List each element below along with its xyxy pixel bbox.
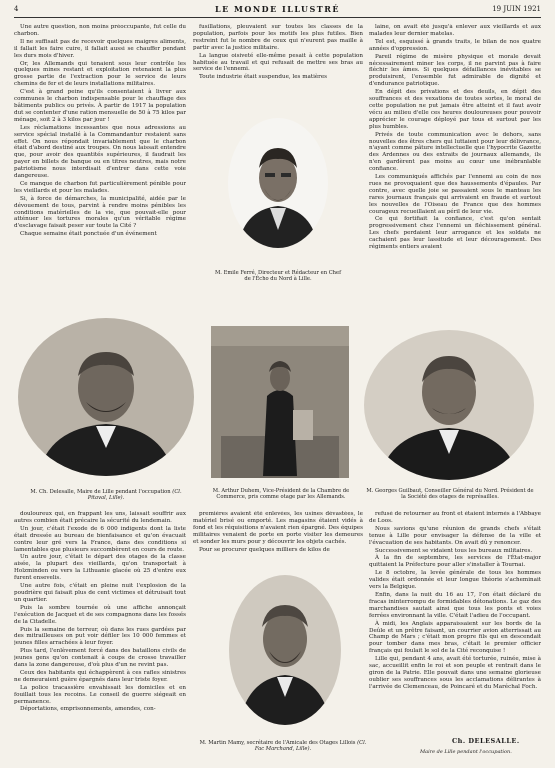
paragraph: Un jour, c'était l'exode de 6 000 indigents dont la liste était dressée au bureau de bienfaisance et qu'on évacuait contre leur gré vers la France, dans des conditions si lamentables que plusieurs succombèrent en cours de route. [14,525,186,553]
portrait-duhem-image [211,326,349,478]
paragraph: Les réclamations incessantes que nous adressions au service spécial installé à la Commandantur restaient sans effet. On nous répondait invariablement que le charbon était d'abord destiné aux troupes. On nous laissait entendre que, pour avoir des quantités supérieures, il faudrait les payer en billets de banque ou en titres neutres, mais notre patriotisme nous interdisait d'entrer dans cette voie dangereuse. [14,124,186,180]
paragraph: Toute industrie était suspendue, les matières [199,74,328,81]
author-signature: Ch. DELESALLE. [452,737,520,745]
portrait-guilbaut [364,330,534,480]
paragraph: Les communiqués affichés par l'ennemi au coin de nos rues ne provoquaient que des haussements d'épaules. Par contre, avec quelle joie se passaient sous le manteau les rares journaux français qui arrivaient en fraude et surtout les nouvelles de l'Oiseau de France que des hommes courageux recueillaient au péril de leur vie. [369,174,541,215]
page-header [14,5,541,17]
paragraph: Puis la semaine de terreur, où dans les rues gardées par des mitrailleuses on put voir défiler les 10 000 femmes et jeunes filles arrachées à leur foyer. [14,626,186,647]
paragraph: Pour se procurer quelques milliers de kilos de [199,546,330,553]
paragraph: Une autre fois, c'était en pleine nuit l'explosion de la poudrière qui faisait plus de cent victimes et détruisait tout un quartier. [14,583,186,603]
paragraph: laine, on avait été jusqu'à enlever aux vieillards et aux malades leur dernier matelas. [369,24,541,37]
portrait-ferre-image [228,118,328,248]
paragraph: Tel est, esquissé à grands traits, le bilan de nos quatre années d'oppression. [369,38,541,52]
portrait-ferre [228,118,328,248]
column-3-top [369,24,541,314]
paragraph: La langue oisiveté elle-même pesait à cette population habituée au travail et qui refusait de mettre ses bras au service de l'ennemi. [193,52,363,73]
portrait-guilbaut-image [364,330,534,480]
paragraph: Successivement se vidaient tous les bureaux militaires. [375,547,533,554]
portrait-mamy-image [229,575,341,725]
paragraph: Lille qui, pendant 4 ans, avait été torturée, ruinée, mise à sac, accueillit enfin le roi et son peuple et rentrait dans le giron de la Patrie. Elle pouvait dans une semaine glorieuse oublier ses souffrances sous les acclamations délirantes à l'arrivée de Clemenceau, de Poincaré et du Maréchal Foch. [369,656,541,690]
paragraph: La police tracassière envahissait les domiciles et en fouillait tous les recoins. Le conseil de guerre siégeait en permanence. [14,684,186,705]
column-2-top [193,24,363,106]
caption-mamy-text: M. Martin Mamy, secrétaire de l'Amicale des Otages Lillois [199,740,356,746]
paragraph: Le 8 octobre, la levée générale de tous les hommes valides était ordonnée et leur longue théorie s'acheminait vers la Belgique. [369,570,541,591]
paragraph: premières avaient été enlevées, les usines dévastées, le matériel brisé ou emporté. Les magasins étaient vidés à fond et les réquisitions n'avaient rien épargné. Des équipes militaires venaient de porte en porte visiter les demeures et sonder les murs pour y découvrir les objets cachés. [193,511,363,545]
paragraph: À la fin de septembre, les services de l'État-major quittaient la Préfecture pour aller s'installer à Tournai. [369,555,541,569]
column-3-bottom [369,511,541,733]
paragraph: En dépit des privations et des deuils, en dépit des souffrances et des vexations de toutes sortes, le moral de cette population ne put jamais être atteint et il faut avoir vécu au milieu d'elle ces heures douloureuses pour pouvoir apprécier le courage déployé par tous et surtout par les plus humbles. [369,89,541,130]
paragraph: Chaque semaine était ponctuée d'un événement [20,231,157,238]
column-1-bottom [14,511,186,761]
paragraph: À midi, les Anglais apparaissaient sur les bords de la Deûle et un prêtre faisant, un courrier avion atterrissait au Champ de Mars ; c'était mon propre fils qui en descendait pour tomber dans mes bras, c'était le premier officier français qui foulait le sol de la Cité reconquise ! [369,620,541,655]
header-rule [14,17,541,18]
column-1-top [14,24,186,314]
caption-delesalle-credit: (Cl. Pitaval, Lille). [87,489,182,502]
paragraph: douloureux qui, en frappant les uns, laissait souffrir aux autres combien était précaire la sécurité du lendemain. [14,511,186,524]
caption-duhem: M. Arthur Duhem, Vice-Président de la Chambre de Commerce, pris comme otage par les Allemands. [212,488,350,501]
paragraph: C'est à grand peine qu'ils consentaient à livrer aux communes le charbon indispensable pour le chauffage des bâtiments publics ou privés. À partir de 1917 la population dut se contenter d'une ration mensuelle de 50 à 75 kilos par ménage, soit 2 à 3 kilos par jour ! [14,89,186,123]
caption-ferre: M. Emile Ferré, Directeur et Rédacteur en Chef de l'Écho du Nord à Lille. [214,270,342,283]
author-title: Maire de Lille pendant l'occupation. [420,749,512,755]
caption-mamy-credit: (Cl. Fac Marchand, Lille). [254,740,367,753]
paragraph: Enfin, dans la nuit du 16 au 17, l'on était déclaré du fracas ininterrompu de formidables détonations. Le gaz des marchandises sautait ainsi que tous les ponts et voies ferrées environnant la ville. C'était l'adieu de l'occupant. [369,591,541,619]
paragraph: Ce manque de charbon fut particulièrement pénible pour les vieillards et pour les malades. [14,180,186,194]
paragraph: Ceux des habitants qui échappèrent à ces rafles sinistres ne demeuraient guère épargnés dans leur triste foyer. [14,669,186,683]
paragraph: Pareil régime de misère physique et morale devait nécessairement miner les corps, il ne parvint pas à faire fléchir les âmes. Si quelques défaillances inévitables se produisirent, l'ensemble fut admirable de dignité et d'endurance patriotique. [369,53,541,88]
paragraph: Privés de toute communication avec le dehors, sans nouvelles des êtres chers qui luttaient pour leur délivrance, n'ayant comme pâture intellectuelle que l'hypocrite Gazette des Ardennes ou des extraits de journaux allemands, ils n'en gardèrent pas moins au cœur une inébranlable confiance. [369,131,541,173]
paragraph: Il ne suffisait pas de recevoir quelques maigres aliments, il fallait les faire cuire, il fallait aussi se chauffer pendant les durs mois d'hiver. [14,38,186,59]
paragraph: Déportations, emprisonnements, amendes, con- [20,706,156,713]
portrait-delesalle [18,318,194,476]
paragraph: Plus tard, l'enlèvement forcé dans des bataillons civils de jeunes gens qu'on contenait à coups de crosse travailler dans la zone dangereuse, d'où plus d'un ne revint pas. [14,648,186,669]
paragraph: Nous savions qu'une réunion de grands chefs s'était tenue à Lille pour envisager la défense de la ville et l'évacuation de ses habitants. On avait dû y renoncer. [369,525,541,546]
caption-mamy [198,740,368,753]
paragraph: Puis la sombre tournée où une affiche annonçait l'exécution de Jacquet et de ses compagnons dans les fossés de la Citadelle. [14,604,186,625]
paragraph: fusillations, pleuvaient sur toutes les classes de la population, parfois pour les motifs les plus futiles. Bien restreint fut le nombre de ceux qui n'eurent pas maille à partir avec la justice militaire. [193,24,363,51]
paragraph: Or, les Allemands qui tenaient sous leur contrôle les quelques mines restant et exploitation retenaient la plus grosse partie de l'extraction pour le service de leurs chemins de fer et de leurs installations militaires. [14,60,186,88]
paragraph: Ce qui fortifiait la confiance, c'est qu'on sentait progressivement chez l'ennemi un fléchissement général. Les chefs perdaient leur arrogance et les soldats ne cachaient pas leur lassitude et leur découragement. Des régiments entiers avaient [369,216,541,251]
paragraph: Si, à force de démarches, la municipalité, aidée par le dévouement de tous, parvint à rendre moins pénibles les conditions matérielles de la vie, que pouvait-elle pour atténuer les tortures morales qu'un véritable régime d'esclavage faisait peser sur toute la Cité ? [14,195,186,230]
page-number: 4 [14,5,19,13]
portrait-duhem [211,326,349,478]
paragraph: Un autre jour, c'était le départ des otages de la classe aisée, la plupart des vieillards, qu'on transportait à Holzminden ou vers la Lithuanie glacée où 25 d'entre eux furent ensevelis. [14,554,186,582]
portrait-delesalle-image [18,318,194,476]
paragraph: refusé de retourner au front et étaient internés à l'Abbaye de Loos. [369,511,541,524]
column-2-bottom [193,511,363,571]
portrait-mamy [229,575,341,725]
caption-delesalle [26,489,186,502]
issue-date: 19 JUIN 1921 [492,5,541,13]
caption-guilbaut: M. Georges Guilbaut, Conseiller Général du Nord. Président de la Société des otages de représailles. [366,488,534,501]
paragraph: Une autre question, non moins préoccupante, fut celle du charbon. [14,24,186,37]
publication-title: LE MONDE ILLUSTRÉ [215,4,340,14]
caption-delesalle-text: M. Ch. Delesalle, Maire de Lille pendant l'occupation [30,489,171,495]
